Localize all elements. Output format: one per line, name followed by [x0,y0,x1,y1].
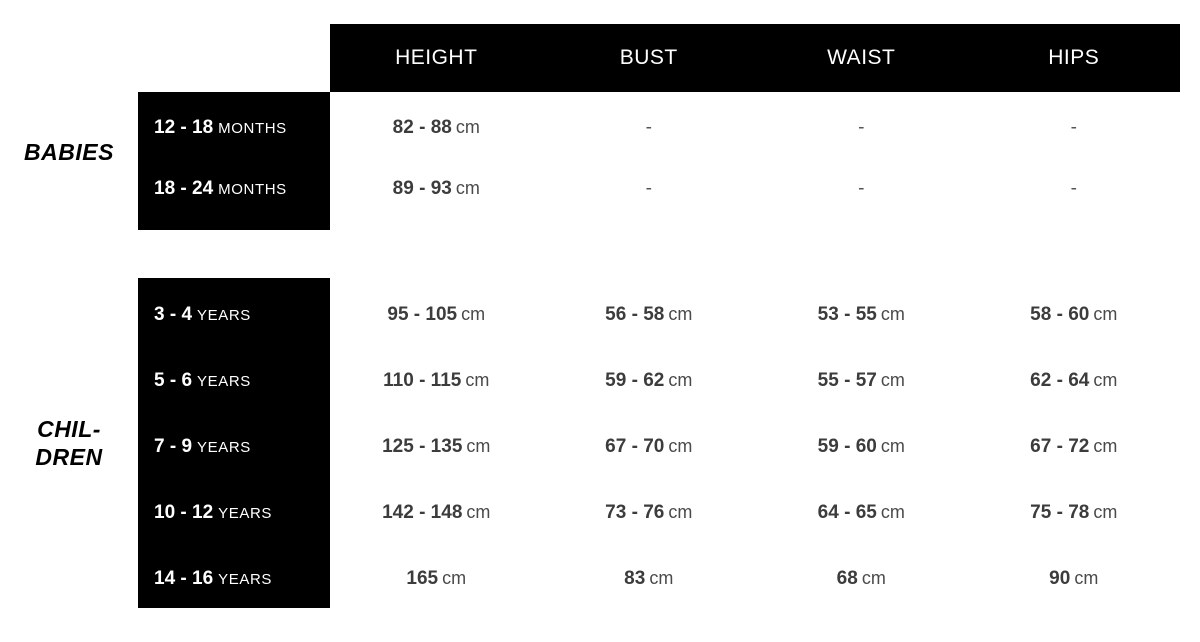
cell-hips [968,370,1181,392]
cell-waist-unit: cm [880,370,905,390]
cell-height [330,370,543,392]
row-age-unit: MONTHS [218,120,287,137]
row-age-unit: YEARS [218,505,273,522]
cell-height-value: 89 - 93 [392,178,452,199]
row-age-range: 3 - 4 [154,304,193,325]
row-label-children-5-6 [138,370,330,392]
cell-waist [755,304,968,326]
cell-hips-value: 67 - 72 [1030,436,1090,457]
cell-bust [543,568,756,590]
group-name-children: CHIL- DREN [35,416,103,470]
cell-waist [755,436,968,458]
row-age-unit: YEARS [218,571,273,588]
cell-waist-unit: cm [861,568,886,588]
table-row [138,166,1180,212]
cell-waist-unit: cm [880,304,905,324]
cell-waist [755,370,968,392]
cell-hips-unit: cm [1093,502,1118,522]
column-header-bust: BUST [619,46,678,69]
table-row [138,105,1180,151]
cell-bust: - [645,178,652,199]
cell-height-unit: cm [466,436,491,456]
cell-bust-unit: cm [668,370,693,390]
cell-bust [543,304,756,326]
cell-height-value: 95 - 105 [387,304,458,325]
cell-height [330,502,543,524]
cell-height-value: 110 - 115 [383,370,462,391]
cell-hips [968,436,1181,458]
cell-height [330,117,543,139]
cell-bust-value: 73 - 76 [605,502,665,523]
cell-hips-value: 62 - 64 [1030,370,1090,391]
cell-waist-value: 53 - 55 [817,304,877,325]
cell-hips-unit: cm [1093,436,1118,456]
cell-height-value: 142 - 148 [382,502,463,523]
table-row [138,292,1180,338]
cell-height-value: 82 - 88 [392,117,452,138]
cell-hips [968,502,1181,524]
cell-height-value: 165 [406,568,439,589]
cell-hips: - [1070,178,1077,199]
cell-hips-value: 58 - 60 [1030,304,1090,325]
cell-waist-unit: cm [880,502,905,522]
cell-bust-value: 83 [624,568,646,589]
row-age-range: 12 - 18 [154,117,214,138]
cell-bust-unit: cm [668,436,693,456]
cell-height-value: 125 - 135 [382,436,463,457]
cell-bust-value: 59 - 62 [605,370,665,391]
cell-hips-unit: cm [1093,370,1118,390]
cell-height-unit: cm [442,568,467,588]
cell-waist: - [858,178,865,199]
row-label-babies-12-18 [138,117,330,139]
cell-waist-unit: cm [880,436,905,456]
row-age-range: 10 - 12 [154,502,214,523]
cell-height [330,436,543,458]
row-age-unit: YEARS [197,307,251,324]
row-label-children-3-4 [138,304,330,326]
cell-waist: - [858,117,865,138]
cell-height [330,178,543,200]
cell-bust-unit: cm [649,568,674,588]
cell-height-unit: cm [455,117,480,137]
table-row [138,490,1180,536]
cell-bust-value: 56 - 58 [605,304,665,325]
column-header-waist: WAIST [827,46,896,69]
cell-bust [543,502,756,524]
row-age-unit: MONTHS [218,181,287,198]
cell-height [330,568,543,590]
row-age-range: 14 - 16 [154,568,214,589]
cell-waist [755,568,968,590]
row-label-children-10-12 [138,502,330,524]
cell-height [330,304,543,326]
group-name-babies: BABIES [24,139,114,165]
cell-waist-value: 64 - 65 [817,502,877,523]
row-label-children-14-16 [138,568,330,590]
cell-hips-value: 90 [1049,568,1071,589]
row-age-range: 18 - 24 [154,178,214,199]
table-row [138,556,1180,602]
row-label-children-7-9 [138,436,330,458]
cell-bust [543,370,756,392]
cell-hips-unit: cm [1093,304,1118,324]
cell-hips-unit: cm [1074,568,1099,588]
cell-waist [755,502,968,524]
cell-bust-unit: cm [668,502,693,522]
cell-waist-value: 55 - 57 [817,370,877,391]
cell-hips-value: 75 - 78 [1030,502,1090,523]
cell-hips: - [1070,117,1077,138]
row-age-range: 7 - 9 [154,436,193,457]
row-age-unit: YEARS [197,373,251,390]
table-header-row [330,24,1180,92]
column-header-hips: HIPS [1048,46,1100,69]
column-header-height: HEIGHT [395,46,478,69]
row-label-babies-18-24 [138,178,330,200]
cell-bust [543,436,756,458]
table-row [138,424,1180,470]
cell-waist-value: 68 [836,568,858,589]
cell-bust: - [645,117,652,138]
row-age-range: 5 - 6 [154,370,193,391]
cell-hips [968,304,1181,326]
cell-waist-value: 59 - 60 [817,436,877,457]
cell-height-unit: cm [455,178,480,198]
cell-bust-unit: cm [668,304,693,324]
cell-bust-value: 67 - 70 [605,436,665,457]
cell-height-unit: cm [465,370,490,390]
cell-height-unit: cm [466,502,491,522]
row-age-unit: YEARS [197,439,251,456]
cell-height-unit: cm [461,304,486,324]
cell-hips [968,568,1181,590]
table-row [138,358,1180,404]
